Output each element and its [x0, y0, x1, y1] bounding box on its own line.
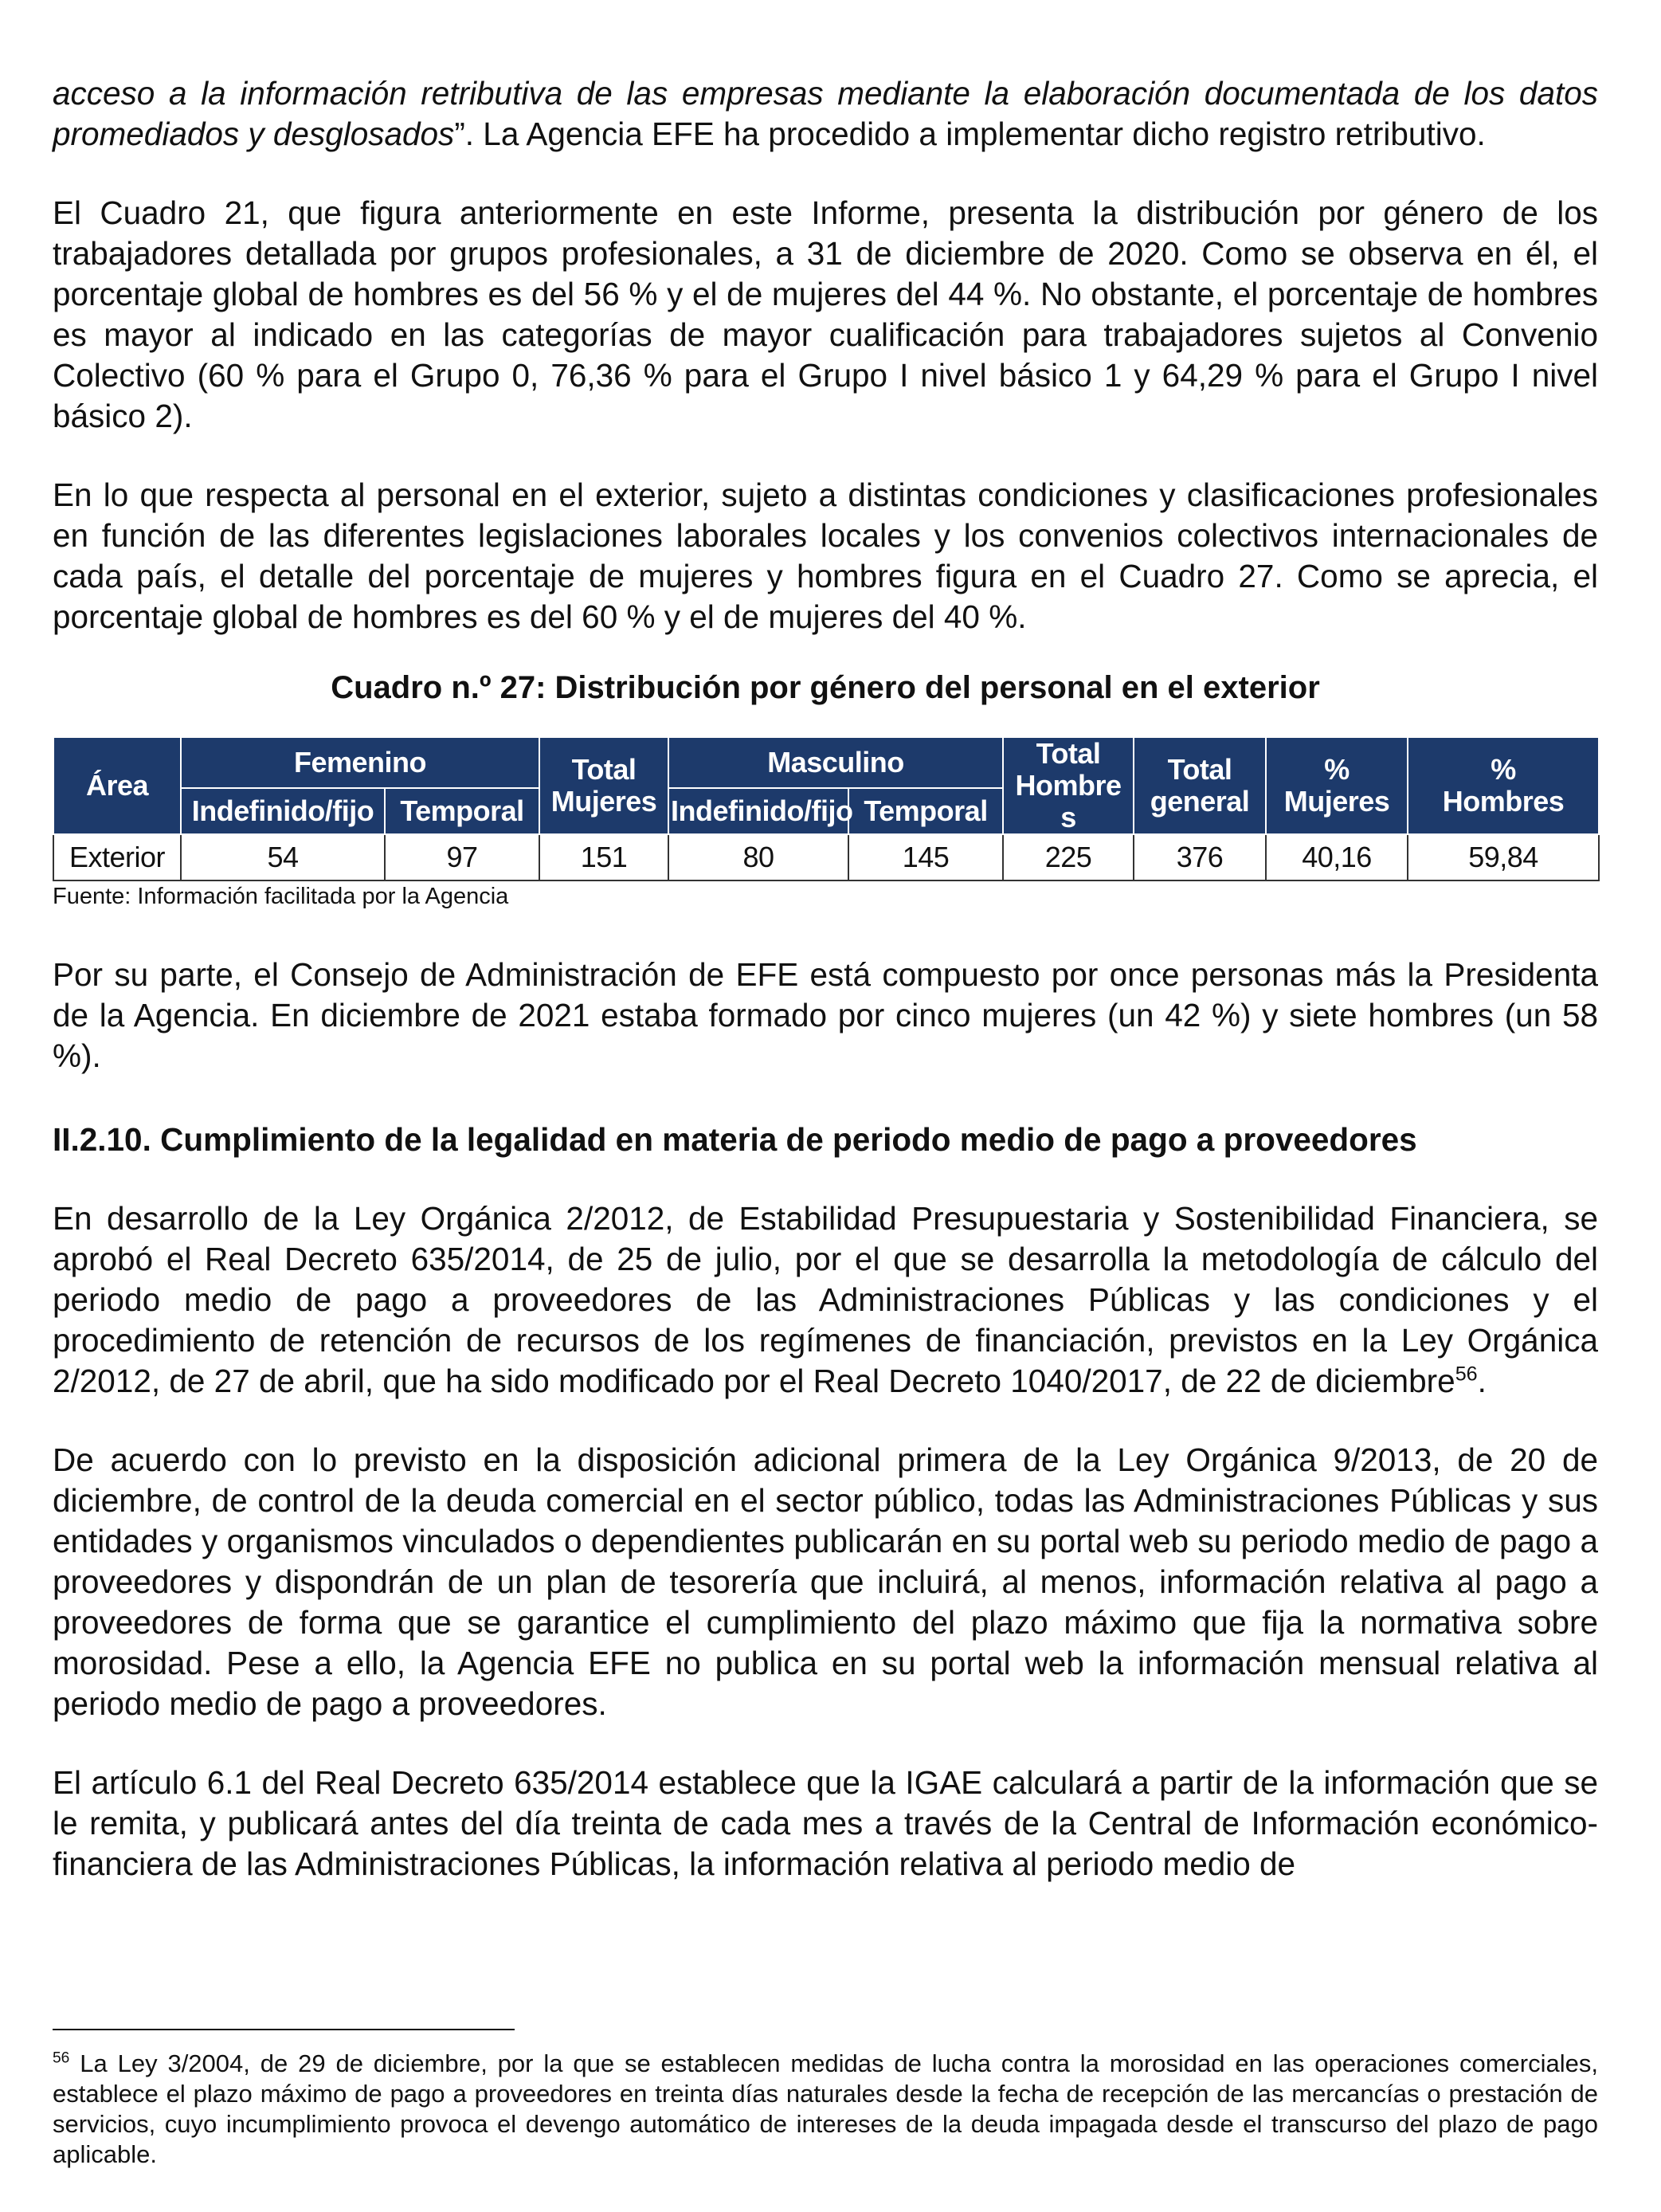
header-temporal-masculino: Temporal — [848, 788, 1003, 834]
cell-total-hombres: 225 — [1003, 834, 1134, 880]
footnote — [53, 2049, 1598, 2170]
paragraph-1-rest: ”. La Agencia EFE ha procedido a implementar dicho registro retributivo. — [454, 116, 1486, 152]
paragraph-2: El Cuadro 21, que figura anteriormente en este Informe, presenta la distribución por género de los trabajadores detallada por grupos profesionales, a 31 de diciembre de 2020. Como se observa en él, el porcentaje global de hombres es del 56 % y el de mujeres del 44 %. No obstante, el porcentaje de hombres es mayor al indicado en las categorías de mayor cualificación para trabajadores sujetos al Convenio Colectivo (60 % para el Grupo 0, 76,36 % para el Grupo I nivel básico 1 y 64,29 % para el Grupo I nivel básico 2). — [53, 194, 1598, 434]
header-indefinido-masculino: Indefinido/fijo — [668, 788, 848, 834]
cell-pct-hombres: 59,84 — [1408, 834, 1599, 880]
cell-masc-indefinido: 80 — [668, 834, 848, 880]
paragraph-1 — [53, 73, 1598, 155]
header-pct-hombres: % Hombres — [1408, 737, 1599, 834]
header-masculino: Masculino — [668, 737, 1003, 788]
paragraph-4: Por su parte, el Consejo de Administración de EFE está compuesto por once personas más la Presidenta de la Agencia. En diciembre de 2021 estaba formado por cinco mujeres (un 42 %) y siete hombres (un 58 %). — [53, 956, 1598, 1074]
cell-pct-mujeres: 40,16 — [1266, 834, 1408, 880]
footnote-text: La Ley 3/2004, de 29 de diciembre, por la que se establecen medidas de lucha contra la morosidad en las operaciones comerciales, establece el plazo máximo de pago a proveedores en treinta días naturales desde la fecha de recepción de las mercancías o prestación de servicios, cuyo incumplimiento provoca el devengo automático de intereses de la deuda impagada desde el transcurso del plazo de pago aplicable. — [53, 2049, 1598, 2168]
table-row — [53, 834, 1599, 880]
header-total-general: Total general — [1134, 737, 1266, 834]
gender-distribution-table — [53, 736, 1600, 881]
paragraph-3: En lo que respecta al personal en el exterior, sujeto a distintas condiciones y clasificaciones profesionales en función de las diferentes legislaciones laborales locales y los convenios colectivos internacionales de cada país, el detalle del porcentaje de mujeres y hombres figura en el Cuadro 27. Como se aprecia, el porcentaje global de hombres es del 60 % y el de mujeres del 40 %. — [53, 477, 1598, 635]
paragraph-6: De acuerdo con lo previsto en la disposición adicional primera de la Ley Orgánica 9/2013, de 20 de diciembre, de control de la deuda comercial en el sector público, todas las Administraciones Públicas y sus entidades y organismos vinculados o dependientes publicarán en su portal web su periodo medio de pago a proveedores y dispondrán de un plan de tesorería que incluirá, al menos, información relativa al pago a proveedores de forma que se garantice el cumplimiento del plazo máximo que fija la normativa sobre morosidad. Pese a ello, la Agencia EFE no publica en su portal web la información mensual relativa al periodo medio de pago a proveedores. — [53, 1441, 1598, 1722]
header-femenino: Femenino — [181, 737, 539, 788]
cell-total-general: 376 — [1134, 834, 1266, 880]
cell-fem-indefinido: 54 — [181, 834, 385, 880]
header-area: Área — [53, 737, 181, 834]
cell-fem-temporal: 97 — [385, 834, 539, 880]
paragraph-7: El artículo 6.1 del Real Decreto 635/2014 establece que la IGAE calculará a partir de la información que se le remita, y publicará antes del día treinta de cada mes a través de la Central de Información económico-financiera de las Administraciones Públicas, la información relativa al periodo medio de — [53, 1764, 1598, 1882]
document-page — [53, 73, 1598, 1885]
header-total-mujeres: Total Mujeres — [539, 737, 668, 834]
paragraph-1-italic: acceso a la información retributiva de las empresas mediante la elaboración documentada de los datos promediados y desglosados — [53, 75, 1598, 152]
cell-masc-temporal: 145 — [848, 834, 1003, 880]
section-heading: II.2.10. Cumplimiento de la legalidad en materia de periodo medio de pago a proveedores — [53, 1121, 1417, 1158]
table-caption: Cuadro n.º 27: Distribución por género del personal en el exterior — [331, 670, 1320, 705]
header-total-hombres: Total Hombre s — [1003, 737, 1134, 834]
footnote-ref-56[interactable]: 56 — [1455, 1363, 1478, 1386]
header-pct-mujeres: % Mujeres — [1266, 737, 1408, 834]
table-source: Fuente: Información facilitada por la Agencia — [53, 884, 509, 909]
cell-area: Exterior — [53, 834, 181, 880]
header-temporal-femenino: Temporal — [385, 788, 539, 834]
footnote-divider — [53, 2029, 515, 2030]
header-indefinido-femenino: Indefinido/fijo — [181, 788, 385, 834]
paragraph-5: En desarrollo de la Ley Orgánica 2/2012, de Estabilidad Presupuestaria y Sostenibilidad Financiera, se aprobó el Real Decreto 635/2014, de 25 de julio, por el que se desarrolla la metodología de cálculo del periodo medio de pago a proveedores de las Administraciones Públicas y las condiciones y el procedimiento de retención de recursos de los regímenes de financiación, previstos en la Ley Orgánica 2/2012, de 27 de abril, que ha sido modificado por el Real Decreto 1040/2017, de 22 de diciembre$^{56}$. — [53, 1200, 1598, 1399]
cell-total-mujeres: 151 — [539, 834, 668, 880]
footnote-number: 56 — [53, 2049, 70, 2067]
